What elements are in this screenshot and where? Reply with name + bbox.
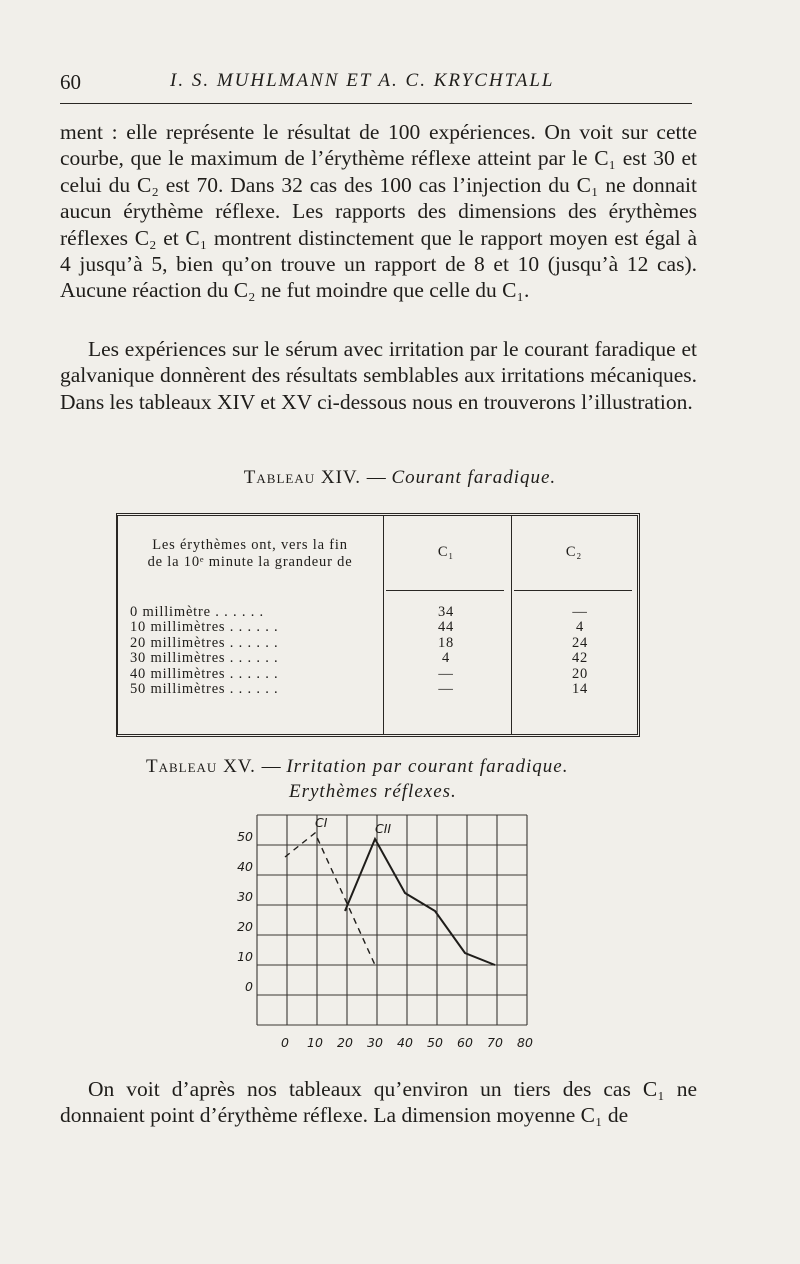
y-tick-label: 0 [245, 979, 253, 994]
table-xv-title: Irritation par courant faradique. [286, 756, 569, 777]
table-xv-label: Tableau XV. — [146, 756, 282, 777]
table-cell: 44 [437, 619, 455, 636]
table-cell: — [438, 665, 454, 682]
table-cell: 4 [575, 619, 585, 636]
column-divider [383, 516, 384, 734]
x-tick-label: 0 [281, 1035, 289, 1050]
col-c2-values [550, 605, 610, 697]
table-cell: 20 [571, 665, 589, 682]
table-cell: 24 [571, 634, 589, 651]
y-tick-label: 20 [237, 919, 253, 934]
x-tick-label: 30 [367, 1035, 383, 1050]
x-tick-label: 60 [457, 1035, 473, 1050]
series-label-cii: CII [375, 821, 392, 836]
column-divider [511, 516, 512, 734]
paragraph: ment : elle représente le résultat de 100 expériences. On voit sur cette courbe, que le maximum de l’érythème réflexe atteint par le C₁ est 30 et celui du C₂ est 70. Dans 32 cas des 100 cas l’injection du C₁ ne donnait aucun érythème réflexe. Les rapports des dimensions des érythèmes réflexes C₂ et C₁ montrent distinctement que le rapport moyen est égal à 4 jusqu’à 5, bien qu’on trouve un rapport de 8 et 10 (jusqu’à 12 cas). Aucune réaction du C₂ ne fut moindre que celle du C₁. [60, 120, 697, 303]
table-xv-subtitle: Erythèmes réflexes. [289, 781, 457, 802]
table-xiv-label: Tableau XIV. — [243, 467, 387, 488]
y-tick-label: 40 [237, 859, 253, 874]
table-xiv [116, 513, 640, 737]
line-chart [220, 810, 540, 1050]
series-line-ci [285, 833, 375, 965]
table-header-text: Les érythèmes ont, vers la fin de la 10ᵉ minute la grandeur de [147, 537, 353, 570]
table-cell: 18 [437, 634, 455, 651]
header-rule [514, 590, 632, 591]
y-tick-label: 50 [237, 829, 253, 844]
x-tick-label: 10 [307, 1035, 323, 1050]
table-xiv-title: Courant faradique. [391, 467, 557, 488]
col-c1-header: C₁ [437, 544, 455, 560]
x-tick-label: 50 [427, 1035, 443, 1050]
table-xv-caption [146, 756, 568, 778]
y-tick-label: 30 [237, 889, 253, 904]
row-labels [130, 605, 380, 697]
header-rule [60, 103, 692, 104]
table-cell: 34 [437, 604, 455, 620]
table-cell: — [572, 604, 588, 620]
paragraph: Les expériences sur le sérum avec irritation par le courant faradique et galvanique donnèrent des résultats semblables aux irritations mécaniques. Dans les tableaux XIV et XV ci-dessous nous en trouverons l’illustration. [60, 337, 697, 414]
table-cell: 14 [571, 681, 589, 698]
x-tick-label: 40 [397, 1035, 413, 1050]
page-number: 60 [60, 70, 81, 94]
table-cell: 4 [441, 650, 451, 667]
running-head: I. S. MUHLMANN ET A. C. KRYCHTALL [170, 70, 555, 91]
table-row-label: 10 millimètres . . . . . . [130, 619, 279, 636]
table-row-label: 30 millimètres . . . . . . [130, 650, 279, 667]
table-row-label: 0 millimètre . . . . . . [130, 604, 264, 620]
col-c1-values [416, 605, 476, 697]
table-row-label: 20 millimètres . . . . . . [130, 634, 279, 651]
series-line-cii [345, 839, 495, 965]
table-row-label: 40 millimètres . . . . . . [130, 665, 279, 682]
table-row-label: 50 millimètres . . . . . . [130, 681, 279, 698]
y-tick-label: 10 [237, 949, 253, 964]
x-tick-label: 70 [487, 1035, 503, 1050]
paragraph: On voit d’après nos tableaux qu’environ un tiers des cas C₁ ne donnaient point d’érythème réflexe. La dimension moyenne C₁ de [60, 1077, 697, 1128]
series-label-ci: CI [315, 815, 328, 830]
table-cell: 42 [571, 650, 589, 667]
col-c2-header: C₂ [565, 544, 583, 560]
x-tick-label: 20 [337, 1035, 353, 1050]
table-xiv-caption [0, 467, 800, 489]
x-tick-label: 80 [517, 1035, 533, 1050]
table-cell: — [438, 681, 454, 698]
header-rule [386, 590, 504, 591]
